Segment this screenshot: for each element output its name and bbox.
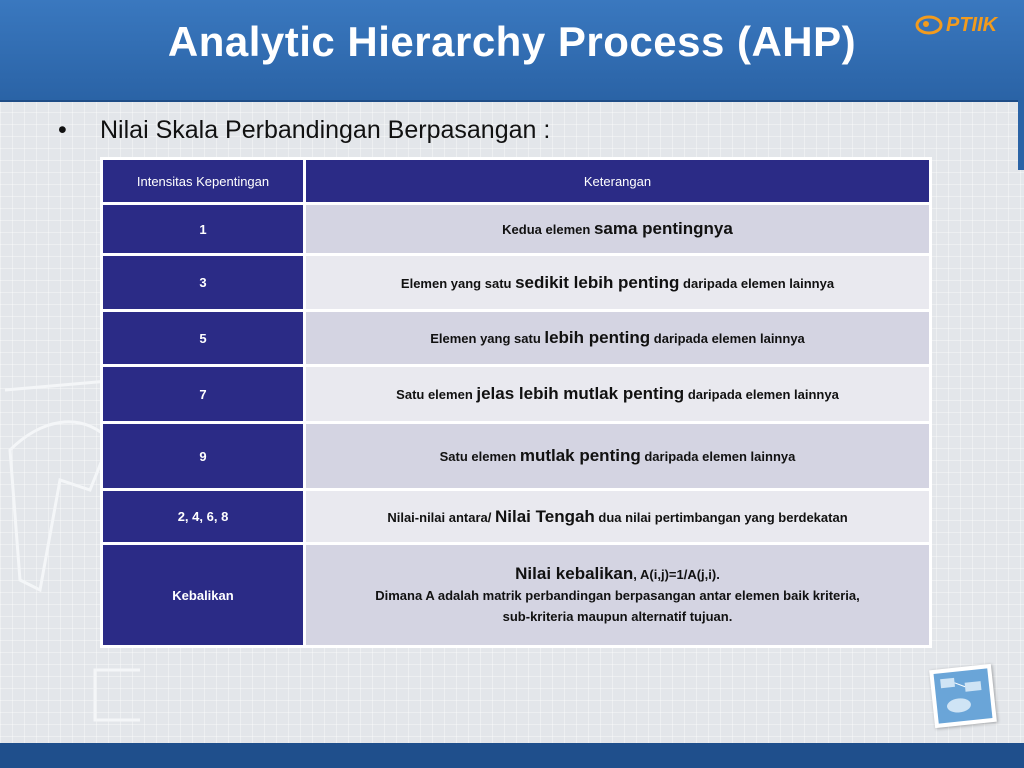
table-row [102,423,931,490]
description-cell [305,204,931,255]
comparison-scale-table [100,157,932,648]
slide-title: Analytic Hierarchy Process (AHP) [167,18,857,65]
description-cell [305,366,931,423]
description-text: Kedua elemen [502,222,594,237]
header-description: Keterangan [305,159,931,204]
description-emphasis: Nilai kebalikan [515,564,634,583]
description-tail: daripada elemen lainnya [679,275,835,291]
description-cell [305,255,931,311]
logo-text: PTIIK [946,13,998,36]
slide-header [0,0,1024,102]
description-text: Elemen yang satu [430,331,545,346]
slide-footer-bar [0,743,1024,768]
intensity-value: 9 [102,423,305,490]
table-row [102,311,931,366]
diagram-thumbnail [929,664,997,728]
reciprocal-explanation-cont: sub-kriteria maupun alternatif tujuan. [502,609,733,624]
table-row [102,490,931,544]
header-intensity: Intensitas Kepentingan [102,159,305,204]
table-row [102,255,931,311]
intensity-value: Kebalikan [102,544,305,647]
intensity-value: 2, 4, 6, 8 [102,490,305,544]
ptiik-logo [914,10,997,40]
table-row [102,204,931,255]
description-cell [305,544,931,647]
description-tail: daripada elemen lainnya [684,387,839,402]
reciprocal-explanation: Dimana A adalah matrik perbandingan berpasangan antar elemen baik kriteria, [375,588,860,603]
description-text: Nilai-nilai antara/ [387,509,495,525]
intensity-value: 1 [102,204,305,255]
reciprocal-line [306,563,929,585]
description-tail: daripada elemen lainnya [640,449,796,464]
description-tail: daripada elemen lainnya [650,331,805,346]
description-emphasis: lebih penting [544,328,651,347]
description-tail: dua nilai pertimbangan yang berdekatan [594,509,848,525]
bullet-marker: • [58,116,67,144]
diagram-thumbnail-icon [929,664,997,728]
description-text: Satu elemen [396,387,477,402]
intensity-value: 5 [102,311,305,366]
description-text: Satu elemen [439,449,520,464]
bullet-item [58,116,550,145]
description-emphasis: Nilai Tengah [495,506,595,526]
header-edge-strip [1018,100,1024,170]
description-cell [305,311,931,366]
description-emphasis: jelas lebih mutlak penting [476,384,685,403]
table-row [102,366,931,423]
description-cell [305,423,931,490]
description-emphasis: sedikit lebih penting [515,272,680,292]
table-row [102,544,931,647]
ptiik-logo-icon [914,13,944,37]
description-text: Elemen yang satu [400,275,516,291]
bullet-text: Nilai Skala Perbandingan Berpasangan : [100,116,551,144]
intensity-value: 3 [102,255,305,311]
intensity-value: 7 [102,366,305,423]
description-emphasis: mutlak penting [519,446,641,465]
table-header-row [102,159,931,204]
description-emphasis: sama pentingnya [593,219,733,238]
reciprocal-formula: , A(i,j)=1/A(j,i). [633,567,720,582]
description-cell [305,490,931,544]
